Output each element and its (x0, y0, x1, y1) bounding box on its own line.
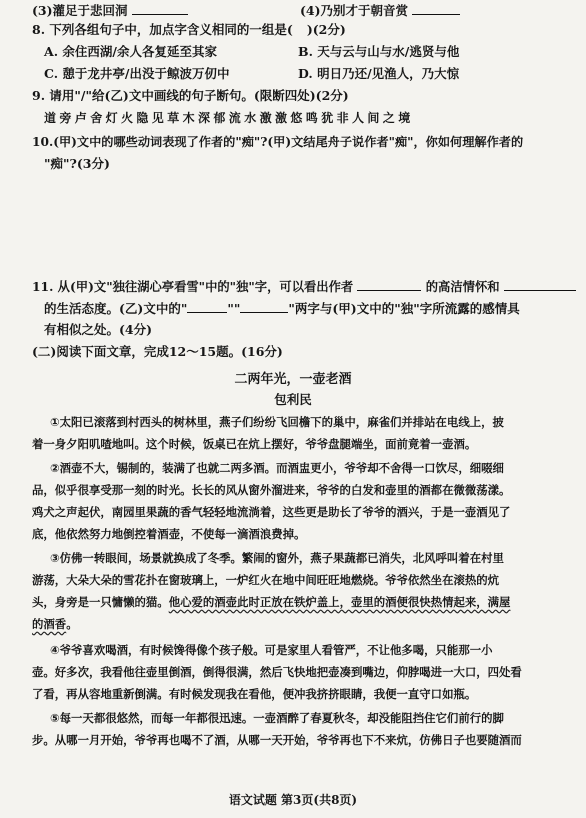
p4-line2: 壶。好多次，我看他往壶里倒酒，倒得很满，然后飞快地把壶凑到嘴边，仰脖喝进一大口，四处看 (32, 665, 522, 679)
q3-label: (3)灌足于悲回洞 (32, 3, 128, 18)
q8-stem-text: 8. 下列各组句子中，加点字含义相同的一组是( (32, 22, 293, 37)
p3-line1: ③仿佛一转眼间，场景就换成了冬季。繁闹的窗外，燕子果蔬都已消失，北风呼叫着在村里 (50, 551, 504, 565)
page-footer: 语文试题 第3页(共8页) (228, 793, 358, 807)
article-title: 二两年光，一壶老酒 (234, 372, 352, 387)
q8-option-b: B. 天与云与山与水/逃贤与他 (298, 44, 460, 59)
q8-option-c: C. 憩于龙井亭/出没于鲸波万仞中 (44, 66, 230, 81)
p5-line2: 步。从哪一月开始，爷爷再也喝不了酒，从哪一天开始，爷爷再也下不来炕，仿佛日子也要随酒而 (32, 733, 522, 747)
q8-stem-end: )(2分) (306, 22, 346, 37)
q9-stem: 9. 请用"/"给(乙)文中画线的句子断句。(限断四处)(2分) (32, 88, 349, 103)
p3-line4 (32, 616, 78, 632)
q11-line1 (32, 278, 576, 295)
q11-blank-1[interactable] (357, 278, 421, 291)
p2-line1: ②酒壶不大，锡制的，装满了也就二两多酒。而酒盅更小，爷爷却不舍得一口饮尽，细啜细 (50, 461, 504, 475)
q10-line2: "痴"?(3分) (44, 156, 110, 171)
p3-wavy-underlined-end: 的酒香 (32, 617, 67, 631)
q4-label: (4)乃别才于朝音赏 (300, 3, 409, 18)
q11-text-2c: "两字与(甲)文中的"独"字所流露的感情具 (288, 301, 520, 316)
q3-fill (32, 2, 188, 19)
p2-line3: 鸡犬之声起伏，南园里果蔬的香气轻轻地流淌着，这些更是助长了爷爷的酒兴，于是一壶酒见了 (32, 505, 511, 519)
p3-wavy-underlined-sentence: 他心爱的酒壶此时正放在铁炉盖上，壶里的酒便很快热情起来，满屋 (168, 595, 511, 609)
p1-line1: ①太阳已滚落到村西头的树林里，燕子们纷纷飞回檐下的巢中，麻雀们并排站在电线上，披 (50, 415, 504, 429)
q10-answer-area[interactable] (44, 176, 564, 272)
p3-line3 (32, 594, 510, 610)
p3-line3-plain: 头，身旁是一只慵懒的猫。 (32, 595, 169, 609)
q4-blank[interactable] (412, 2, 460, 15)
p5-line1: ⑤每一天都很悠然，而每一年都很迅速。一壶酒醉了春夏秋冬，却没能阻挡住它们前行的脚 (50, 711, 504, 725)
q11-text-1b: 的高洁情怀和 (425, 279, 500, 294)
q11-blank-2[interactable] (504, 278, 576, 291)
q11-blank-3[interactable] (187, 300, 227, 313)
q11-blank-4[interactable] (240, 300, 288, 313)
q3-blank[interactable] (132, 2, 188, 15)
p1-line2: 着一身夕阳叽喳地叫。这个时候，饭桌已在炕上摆好，爷爷盘腿端坐，面前竟着一壶酒。 (32, 437, 477, 451)
q8-option-d: D. 明日乃还/见渔人，乃大惊 (298, 66, 460, 81)
p3-line2: 游荡，大朵大朵的雪花扑在窗玻璃上，一炉红火在地中间旺旺地燃烧。爷爷依然坐在滚热的炕 (32, 573, 500, 587)
section-heading: (二)阅读下面文章，完成12～15题。(16分) (32, 344, 283, 359)
p2-line2: 品，似乎很享受那一刻的时光。长长的风从窗外溜进来，爷爷的白发和壶里的酒都在微微荡漾。 (32, 483, 511, 497)
p3-period: 。 (66, 617, 78, 631)
q10-line1: 10.(甲)文中的哪些动词表现了作者的"痴"?(甲)文结尾舟子说作者"痴"，你如何理解作者的 (32, 135, 524, 149)
q4-fill (300, 2, 460, 19)
q11-text-1a: 11. 从(甲)文"独往湖心亭看雪"中的"独"字，可以看出作者 (32, 279, 354, 294)
q11-text-2b: "" (227, 301, 241, 316)
article-author: 包利民 (274, 392, 312, 407)
q11-text-2a: 的生活态度。(乙)文中的" (44, 301, 188, 316)
q8-option-a: A. 余住西湖/余人各复延至其家 (44, 44, 217, 59)
q8-stem (32, 22, 346, 38)
q11-line3: 有相似之处。(4分) (44, 322, 153, 337)
q11-line2 (44, 300, 520, 317)
p4-line3: 了看，再从容地重新倒满。有时候发现我在看他，便冲我挤挤眼睛，我便一直守口如瓶。 (32, 687, 477, 701)
p2-line4: 底，他依然努力地倒控着酒壶，不使每一滴酒浪费掉。 (32, 527, 306, 541)
q9-sentence: 道旁卢舍灯火隐见草木深郁流水激激悠鸣犹非人间之境 (44, 111, 414, 125)
p4-line1: ④爷爷喜欢喝酒，有时候馋得像个孩子般。可是家里人看管严，不让他多喝，只能那一小 (50, 643, 493, 657)
